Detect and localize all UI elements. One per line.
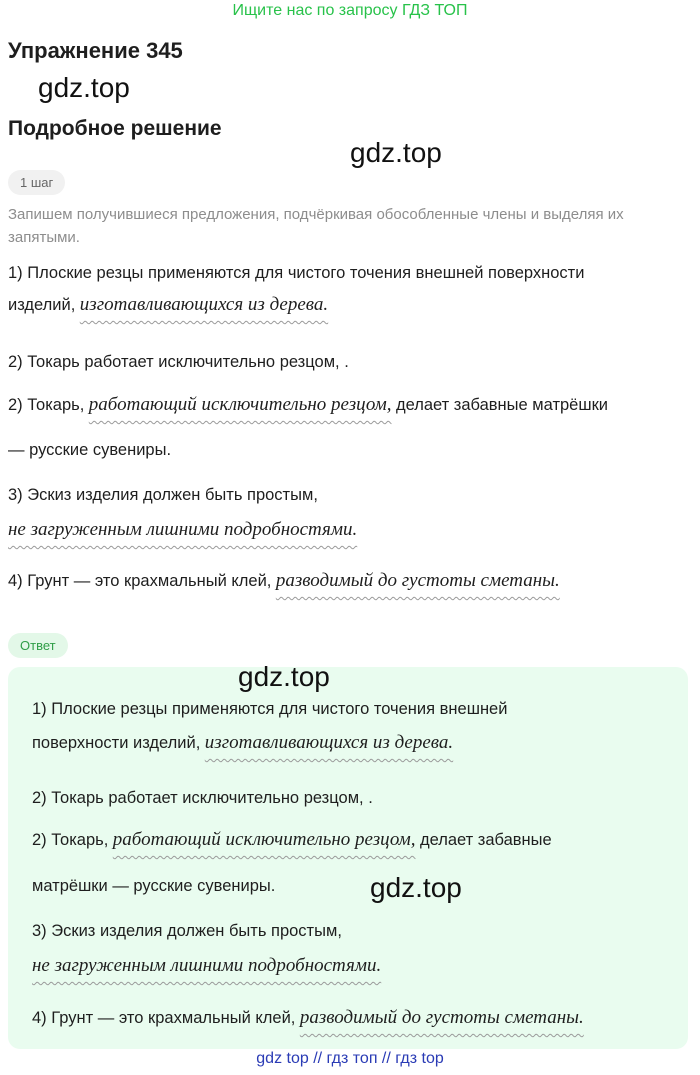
answer-sentence-3-cont: матрёшки — русские сувениры. — [32, 877, 276, 895]
answer-box — [8, 667, 688, 1049]
watermark: gdz.top — [238, 661, 330, 692]
watermark: gdz.top — [38, 72, 130, 103]
footer-links: gdz top // гдз топ // гдз top — [256, 1050, 444, 1067]
solution-sentence-2: 2) Токарь работает исключительно резцом, . — [8, 353, 349, 371]
watermark: gdz.top — [350, 137, 442, 168]
sentence-text: изделий, — [8, 296, 76, 314]
sentence-text: делает забавные матрёшки — [395, 396, 609, 414]
solution-sentence-5 — [8, 570, 560, 592]
participial-phrase: работающий исключительно резцом, — [88, 394, 392, 415]
participial-phrase: разводимый до густоты сметаны. — [275, 570, 560, 591]
instruction-line: Запишем получившиеся предложения, подчёркивая обособленные члены и выделяя их — [8, 206, 624, 223]
sentence-text: 2) Токарь, — [32, 831, 109, 849]
participial-phrase: изготавливающихся из дерева. — [79, 294, 329, 315]
participial-phrase: не загруженным лишними подробностями. — [32, 955, 382, 976]
sentence-text: 4) Грунт — это крахмальный клей, — [8, 572, 272, 590]
search-banner: Ищите нас по запросу ГДЗ ТОП — [232, 2, 468, 19]
answer-sentence-2: 2) Токарь работает исключительно резцом, . — [32, 789, 373, 807]
solution-sentence-3 — [8, 394, 608, 416]
solution-sentence-4: 3) Эскиз изделия должен быть простым, — [8, 486, 318, 504]
sentence-text: делает забавные — [419, 831, 552, 849]
participial-phrase: изготавливающихся из дерева. — [204, 732, 454, 753]
exercise-title: Упражнение 345 — [8, 38, 183, 63]
watermark: gdz.top — [370, 872, 462, 903]
participial-phrase: не загруженным лишними подробностями. — [8, 519, 358, 540]
sentence-text: поверхности изделий, — [32, 734, 201, 752]
participial-phrase: разводимый до густоты сметаны. — [299, 1007, 584, 1028]
answer-sentence-3 — [32, 829, 552, 851]
solution-sentence-3-cont: — русские сувениры. — [8, 441, 172, 459]
answer-sentence-4: 3) Эскиз изделия должен быть простым, — [32, 922, 342, 940]
answer-sentence-5 — [32, 1007, 584, 1029]
solution-sentence-1: 1) Плоские резцы применяются для чистого точения внешней поверхности — [8, 264, 585, 282]
sentence-text: 2) Токарь, — [8, 396, 85, 414]
participial-phrase: работающий исключительно резцом, — [112, 829, 416, 850]
answer-badge: Ответ — [8, 633, 68, 658]
answer-sentence-1-cont — [32, 732, 453, 754]
instruction-line: запятыми. — [8, 229, 80, 246]
sentence-text: 4) Грунт — это крахмальный клей, — [32, 1009, 296, 1027]
answer-sentence-1: 1) Плоские резцы применяются для чистого точения внешней — [32, 700, 508, 718]
step-badge: 1 шаг — [8, 170, 65, 195]
solution-sentence-1-cont — [8, 294, 328, 316]
solution-heading: Подробное решение — [8, 117, 222, 140]
